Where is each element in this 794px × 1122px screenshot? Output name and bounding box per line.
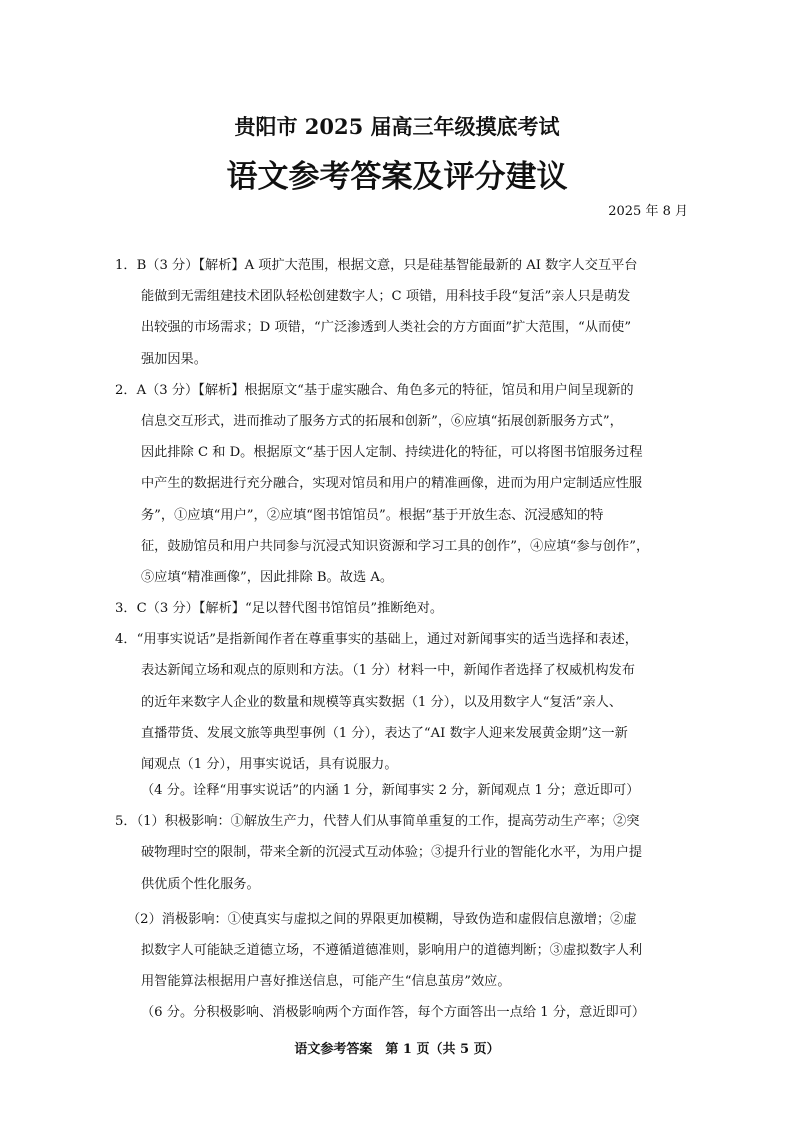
answer-line: 信息交互形式，进而推动了服务方式的拓展和创新”，⑥应填“拓展创新服务方式”， [141, 413, 623, 429]
document-title: 语文参考答案及评分建议 [226, 159, 568, 195]
answer-subpart-line: 拟数字人可能缺乏道德立场，不遵循道德准则，影响用户的道德判断；③虚拟数字人利 [141, 942, 643, 958]
answer-line: ⑤应填“精准画像”，因此排除 B。故选 A。 [141, 569, 394, 585]
answer-line: 直播带货、发展文旅等典型事例（1 分），表达了“AI 数字人迎来发展黄金期”这一新 [141, 725, 628, 741]
answer-line: 闻观点（1 分），用事实说话，具有说服力。 [141, 757, 398, 772]
answer-line: 中产生的数据进行充分融合，实现对馆员和用户的精准画像，进而为用户定制适应性服 [141, 476, 643, 492]
exam-title: 贵阳市 2025 届高三年级摸底考试 [234, 114, 560, 139]
page-footer: 语文参考答案 第 1 页（共 5 页） [294, 1042, 500, 1057]
answer-line: 能做到无需组建技术团队轻松创建数字人；C 项错，用科技手段“复活”亲人只是萌发 [141, 289, 631, 305]
answer-line: 强加因果。 [141, 351, 207, 367]
answer-line: 破物理时空的限制，带来全新的沉浸式互动体验；③提升行业的智能化水平，为用户提 [141, 845, 643, 861]
answer-line: 务”，①应填“用户”，②应填“图书馆馆员”。根据“基于开放生态、沉浸感知的特 [141, 507, 604, 523]
answer-line: 2．A（3 分）【解析】根据原文“基于虚实融合、角色多元的特征，馆员和用户间呈现新的 [115, 382, 634, 398]
answer-item-2 [115, 375, 685, 593]
answer-item-5 [115, 806, 685, 1028]
answer-list [115, 250, 685, 1029]
scoring-note: （4 分。诠释“用事实说话”的内涵 1 分，新闻事实 2 分，新闻观点 1 分；意近即可） [141, 783, 640, 799]
answer-subpart-line: 用智能算法根据用户喜好推送信息，可能产生“信息茧房”效应。 [141, 974, 511, 990]
answer-subpart-line: （2）消极影响：①使真实与虚拟之间的界限更加模糊，导致伪造和虚假信息激增；②虚 [127, 911, 637, 927]
answer-line: 3．C（3 分）【解析】“足以替代图书馆馆员”推断绝对。 [115, 601, 444, 617]
answer-line: 供优质个性化服务。 [141, 876, 260, 892]
scoring-note: （6 分。分积极影响、消极影响两个方面作答，每个方面答出一点给 1 分，意近即可） [141, 1005, 646, 1021]
answer-item-4 [115, 624, 685, 806]
answer-line: 征，鼓励馆员和用户共同参与沉浸式知识资源和学习工具的创作”，④应填“参与创作”， [141, 538, 650, 554]
answer-line: 表达新闻立场和观点的原则和方法。（1 分）材料一中，新闻作者选择了权威机构发布 [141, 663, 635, 679]
answer-line: 1．B（3 分）【解析】A 项扩大范围，根据文意，只是硅基智能最新的 AI 数字人交互平台 [115, 258, 638, 273]
answer-line: 5．（1）积极影响：①解放生产力，代替人们从事简单重复的工作，提高劳动生产率；②突 [115, 814, 640, 830]
answer-item-1 [115, 250, 685, 375]
document-date: 2025 年 8 月 [608, 204, 688, 219]
answer-item-3 [115, 593, 685, 624]
answer-line: 的近年来数字人企业的数量和规模等真实数据（1 分），以及用数字人“复活”亲人、 [141, 694, 623, 710]
answer-line: 4．“用事实说话”是指新闻作者在尊重事实的基础上，通过对新闻事实的适当选择和表述， [115, 632, 638, 648]
answer-line: 因此排除 C 和 D。根据原文“基于因人定制、持续进化的特征，可以将图书馆服务过程 [141, 445, 643, 461]
answer-line: 出较强的市场需求；D 项错，“广泛渗透到人类社会的方方面面”扩大范围，“从而使” [141, 320, 632, 336]
